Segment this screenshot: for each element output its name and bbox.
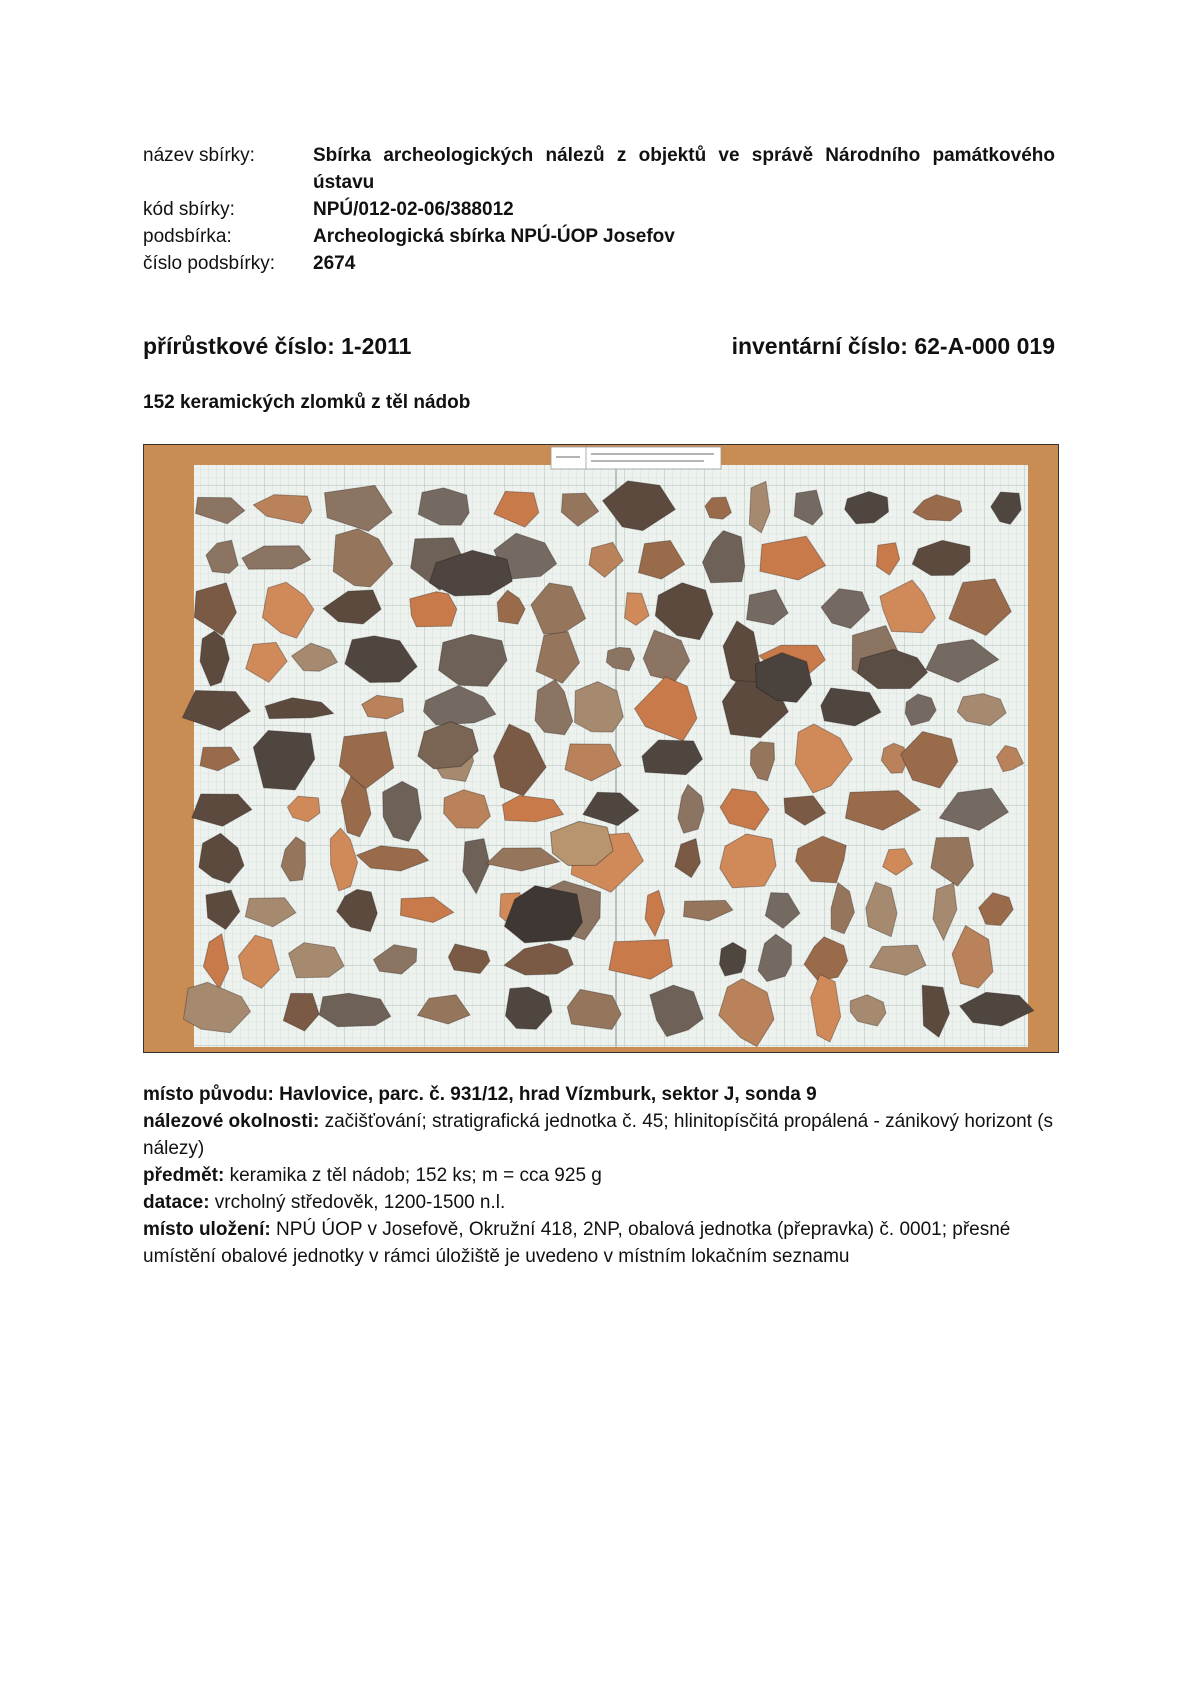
photo-label-card — [551, 447, 721, 469]
storage-line — [143, 1216, 1055, 1270]
circumstances-line — [143, 1108, 1055, 1162]
subcollection-number-value: 2674 — [313, 253, 356, 274]
object-line — [143, 1162, 1055, 1189]
origin-line: místo původu: Havlovice, parc. č. 931/12, hrad Vízmburk, sektor J, sonda 9 — [143, 1084, 817, 1105]
object-label: předmět: — [143, 1165, 225, 1186]
record-numbers — [143, 333, 1055, 360]
circumstances-label: nálezové okolnosti: — [143, 1111, 320, 1132]
sherds-photo-image — [144, 445, 1059, 1053]
collection-code-value: NPÚ/012-02-06/388012 — [313, 199, 514, 220]
accession-number: přírůstkové číslo: 1-2011 — [143, 333, 412, 359]
dating-line — [143, 1189, 1055, 1216]
subcollection-label: podsbírka: — [143, 226, 232, 247]
storage-value: NPÚ ÚOP v Josefově, Okružní 418, 2NP, obalová jednotka (přepravka) č. 0001; přesné umístění obalové jednotky v rámci úložiště je uvedeno v místním lokačním seznamu — [143, 1219, 1011, 1267]
item-title: 152 keramických zlomků z těl nádob — [143, 392, 471, 413]
collection-code-row — [143, 196, 1055, 223]
inventory-number: inventární číslo: 62-A-000 019 — [731, 333, 1055, 359]
dating-label: datace: — [143, 1192, 210, 1213]
dating-value: vrcholný středověk, 1200-1500 n.l. — [209, 1192, 506, 1213]
collection-name-value: Sbírka archeologických nálezů z objektů ve správě Národního památkového ústavu — [313, 145, 1055, 193]
ceramic-sherd — [720, 942, 747, 976]
collection-metadata — [143, 142, 1055, 277]
sherds-photo — [143, 444, 1059, 1053]
circumstances-value: začišťování; stratigrafická jednotka č. 45; hlinitopísčitá propálená - zánikový horizont (s nálezy) — [143, 1111, 1054, 1159]
collection-name-label: název sbírky: — [143, 145, 255, 166]
object-value: keramika z těl nádob; 152 ks; m = cca 925 g — [224, 1165, 602, 1186]
subcollection-row — [143, 223, 1055, 250]
find-details — [143, 1081, 1055, 1270]
ceramic-sherd — [410, 592, 457, 627]
subcollection-number-label: číslo podsbírky: — [143, 253, 275, 274]
collection-code-label: kód sbírky: — [143, 199, 235, 220]
subcollection-value: Archeologická sbírka NPÚ-ÚOP Josefov — [313, 226, 675, 247]
storage-label: místo uložení: — [143, 1219, 271, 1240]
collection-name-row — [143, 142, 1055, 196]
subcollection-number-row — [143, 250, 1055, 277]
